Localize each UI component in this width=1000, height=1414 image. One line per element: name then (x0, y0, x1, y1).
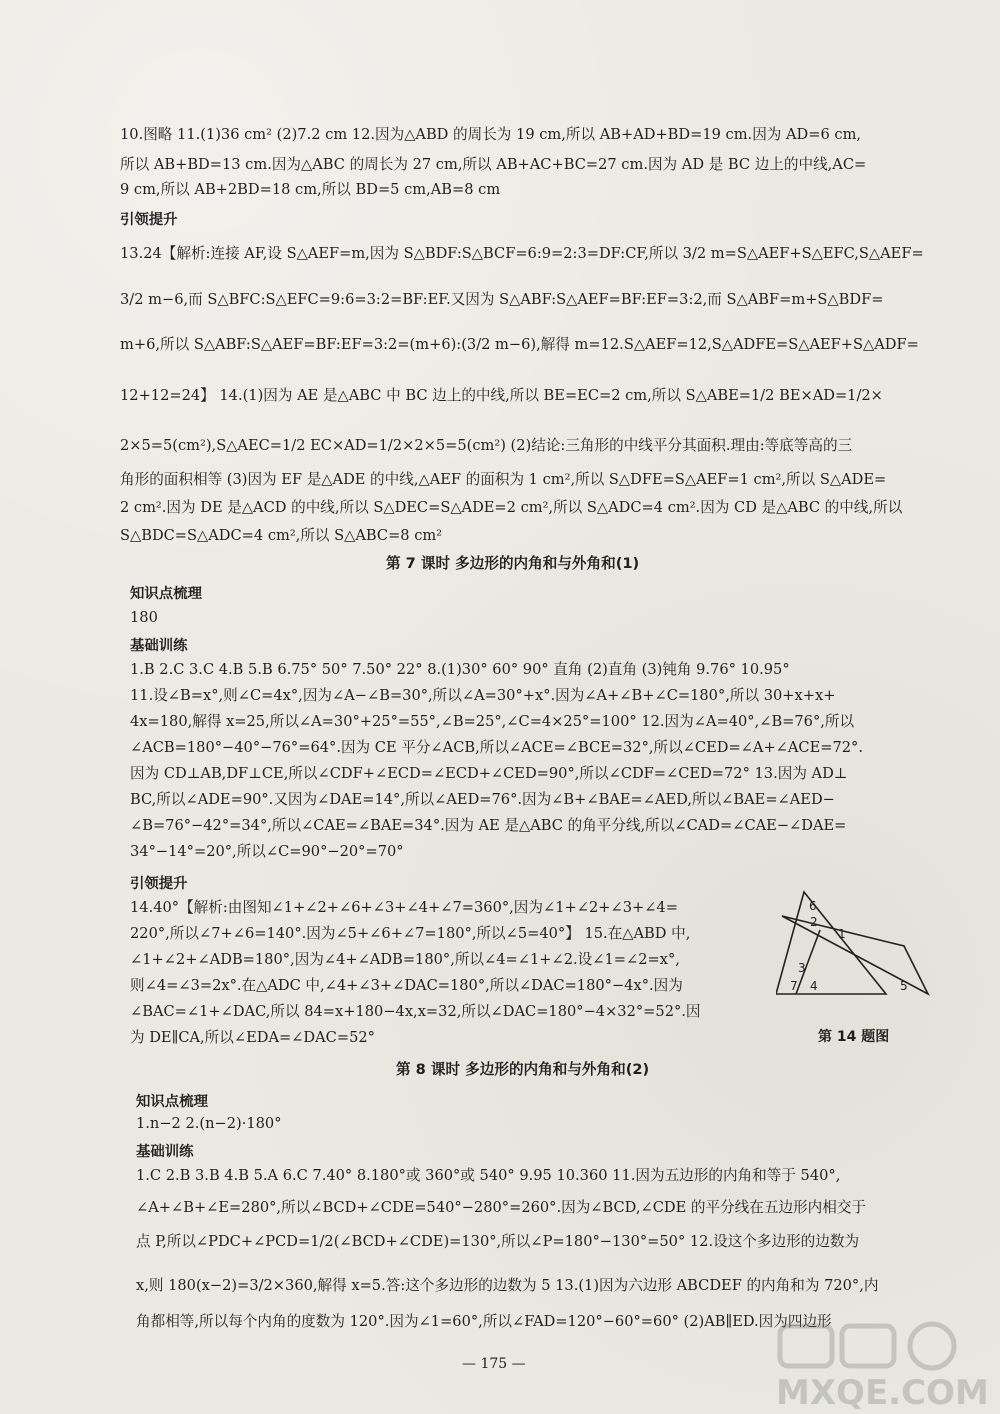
figure-label-3: 3 (798, 961, 806, 975)
answer-line: 因为 CD⊥AB,DF⊥CE,所以∠CDF+∠ECD=∠ECD+∠CED=90°,所以∠CDF=∠CED=72° 13.因为 AD⊥ (130, 765, 848, 782)
answer-line: 4x=180,解得 x=25,所以∠A=30°+25°=55°,∠B=25°,∠C=4×25°=100° 12.因为∠A=40°,∠B=76°,所以 (130, 713, 855, 730)
answer-line: 角都相等,所以每个内角的度数为 120°.因为∠1=60°,所以∠FAD=120°−60°=60° (2)AB∥ED.因为四边形 (136, 1313, 832, 1330)
answer-line: 1.C 2.B 3.B 4.B 5.A 6.C 7.40° 8.180°或 360°或 540° 9.95 10.360 11.因为五边形的内角和等于 540°, (136, 1167, 841, 1184)
answer-line: 10.图略 11.(1)36 cm² (2)7.2 cm 12.因为△ABD 的周长为 19 cm,所以 AB+AD+BD=19 cm.因为 AD=6 cm, (120, 126, 862, 143)
answer-line: 14.40°【解析:由图知∠1+∠2+∠6+∠3+∠4+∠7=360°,因为∠1+∠2+∠3+∠4= (130, 899, 678, 916)
answer-line: 所以 AB+BD=13 cm.因为△ABC 的周长为 27 cm,所以 AB+AC+BC=27 cm.因为 AD 是 BC 边上的中线,AC= (120, 156, 867, 173)
section-heading: 知识点梳理 (130, 586, 202, 602)
figure-label-7: 7 (790, 979, 798, 993)
figure-label-2: 2 (810, 915, 818, 929)
answer-line: x,则 180(x−2)=3/2×360,解得 x=5.答:这个多边形的边数为 5 13.(1)因为六边形 ABCDEF 的内角和为 720°,内 (136, 1277, 879, 1294)
answer-line: 1.B 2.C 3.C 4.B 5.B 6.75° 50° 7.50° 22° 8.(1)30° 60° 90° 直角 (2)直角 (3)钝角 9.76° 10.95° (130, 661, 790, 678)
lesson-title: 第 7 课时 多边形的内角和与外角和(1) (386, 555, 640, 572)
answer-line: ∠A+∠B+∠E=280°,所以∠BCD+∠CDE=540°−280°=260°.因为∠BCD,∠CDE 的平分线在五边形内相交于 (136, 1199, 867, 1216)
answer-line: 180 (130, 609, 158, 626)
answer-line: BC,所以∠ADE=90°.又因为∠DAE=14°,所以∠AED=76°.因为∠B+∠BAE=∠AED,所以∠BAE=∠AED− (130, 791, 835, 808)
watermark-logo (762, 1320, 992, 1410)
answer-line: 220°,所以∠7+∠6=140°.因为∠5+∠6+∠7=180°,所以∠5=40°】 15.在△ABD 中, (130, 925, 691, 942)
figure-label-5: 5 (900, 979, 908, 993)
answer-line: 角形的面积相等 (3)因为 EF 是△ADE 的中线,△AEF 的面积为 1 cm²,所以 S△DFE=S△AEF=1 cm²,所以 S△ADE= (120, 471, 887, 488)
lesson-title: 第 8 课时 多边形的内角和与外角和(2) (396, 1061, 650, 1078)
answer-line: 13.24【解析:连接 AF,设 S△AEF=m,因为 S△BDF:S△BCF=6:9=2:3=DF:CF,所以 3/2 m=S△AEF+S△EFC,S△AEF= (120, 245, 924, 262)
answer-line: 3/2 m−6,而 S△BFC:S△EFC=9:6=3:2=BF:EF.又因为 S△ABF:S△AEF=BF:EF=3:2,而 S△ABF=m+S△BDF= (120, 291, 884, 308)
answer-line: 2 cm².因为 DE 是△ACD 的中线,所以 S△DEC=S△ADE=2 cm²,所以 S△ADC=4 cm².因为 CD 是△ABC 的中线,所以 (120, 499, 903, 516)
answer-line: 则∠4=∠3=2x°.在△ADC 中,∠4+∠3+∠DAC=180°,所以∠DAC=180°−4x°.因为 (130, 977, 683, 994)
answer-line: ∠1+∠2+∠ADB=180°,因为∠4+∠ADB=180°,所以∠4=∠1+∠2.设∠1=∠2=x°, (130, 951, 680, 968)
answer-line: 9 cm,所以 AB+2BD=18 cm,所以 BD=5 cm,AB=8 cm (120, 181, 501, 198)
section-heading: 基础训练 (136, 1144, 194, 1160)
problem-14-figure (776, 890, 936, 1002)
answer-line: 为 DE∥CA,所以∠EDA=∠DAC=52° (130, 1029, 375, 1046)
answer-line: 点 P,所以∠PDC+∠PCD=1/2(∠BCD+∠CDE)=130°,所以∠P=180°−130°=50° 12.设这个多边形的边数为 (136, 1233, 860, 1250)
answer-line: S△BDC=S△ADC=4 cm²,所以 S△ABC=8 cm² (120, 527, 443, 544)
answer-line: 12+12=24】 14.(1)因为 AE 是△ABC 中 BC 边上的中线,所以 BE=EC=2 cm,所以 S△ABE=1/2 BE×AD=1/2× (120, 387, 883, 404)
section-heading: 引领提升 (120, 212, 178, 228)
answer-line: m+6,所以 S△ABF:S△AEF=BF:EF=3:2=(m+6):(3/2 m−6),解得 m=12.S△AEF=12,S△ADFE=S△AEF+S△ADF= (120, 336, 919, 353)
answer-line: ∠BAC=∠1+∠DAC,所以 84=x+180−4x,x=32,所以∠DAC=180°−4×32°=52°.因 (130, 1003, 701, 1020)
section-heading: 知识点梳理 (136, 1094, 208, 1110)
watermark-text: MXQE.COM (776, 1373, 989, 1410)
figure-label-4: 4 (810, 979, 818, 993)
page-number: — 175 — (462, 1356, 526, 1372)
figure-label-6: 6 (809, 899, 817, 913)
answer-line: 11.设∠B=x°,则∠C=4x°,因为∠A−∠B=30°,所以∠A=30°+x°.因为∠A+∠B+∠C=180°,所以 30+x+x+ (130, 687, 836, 704)
figure-label-1: 1 (838, 927, 846, 941)
figure-caption: 第 14 题图 (818, 1029, 890, 1045)
answer-line: 1.n−2 2.(n−2)·180° (136, 1115, 282, 1132)
answer-line: ∠B=76°−42°=34°,所以∠CAE=∠BAE=34°.因为 AE 是△ABC 的角平分线,所以∠CAD=∠CAE−∠DAE= (130, 817, 847, 834)
section-heading: 基础训练 (130, 638, 188, 654)
section-heading: 引领提升 (130, 876, 188, 892)
answer-line: 2×5=5(cm²),S△AEC=1/2 EC×AD=1/2×2×5=5(cm²) (2)结论:三角形的中线平分其面积.理由:等底等高的三 (120, 437, 853, 454)
answer-line: 34°−14°=20°,所以∠C=90°−20°=70° (130, 843, 404, 860)
answer-line: ∠ACB=180°−40°−76°=64°.因为 CE 平分∠ACB,所以∠ACE=∠BCE=32°,所以∠CED=∠A+∠ACE=72°. (130, 739, 863, 756)
